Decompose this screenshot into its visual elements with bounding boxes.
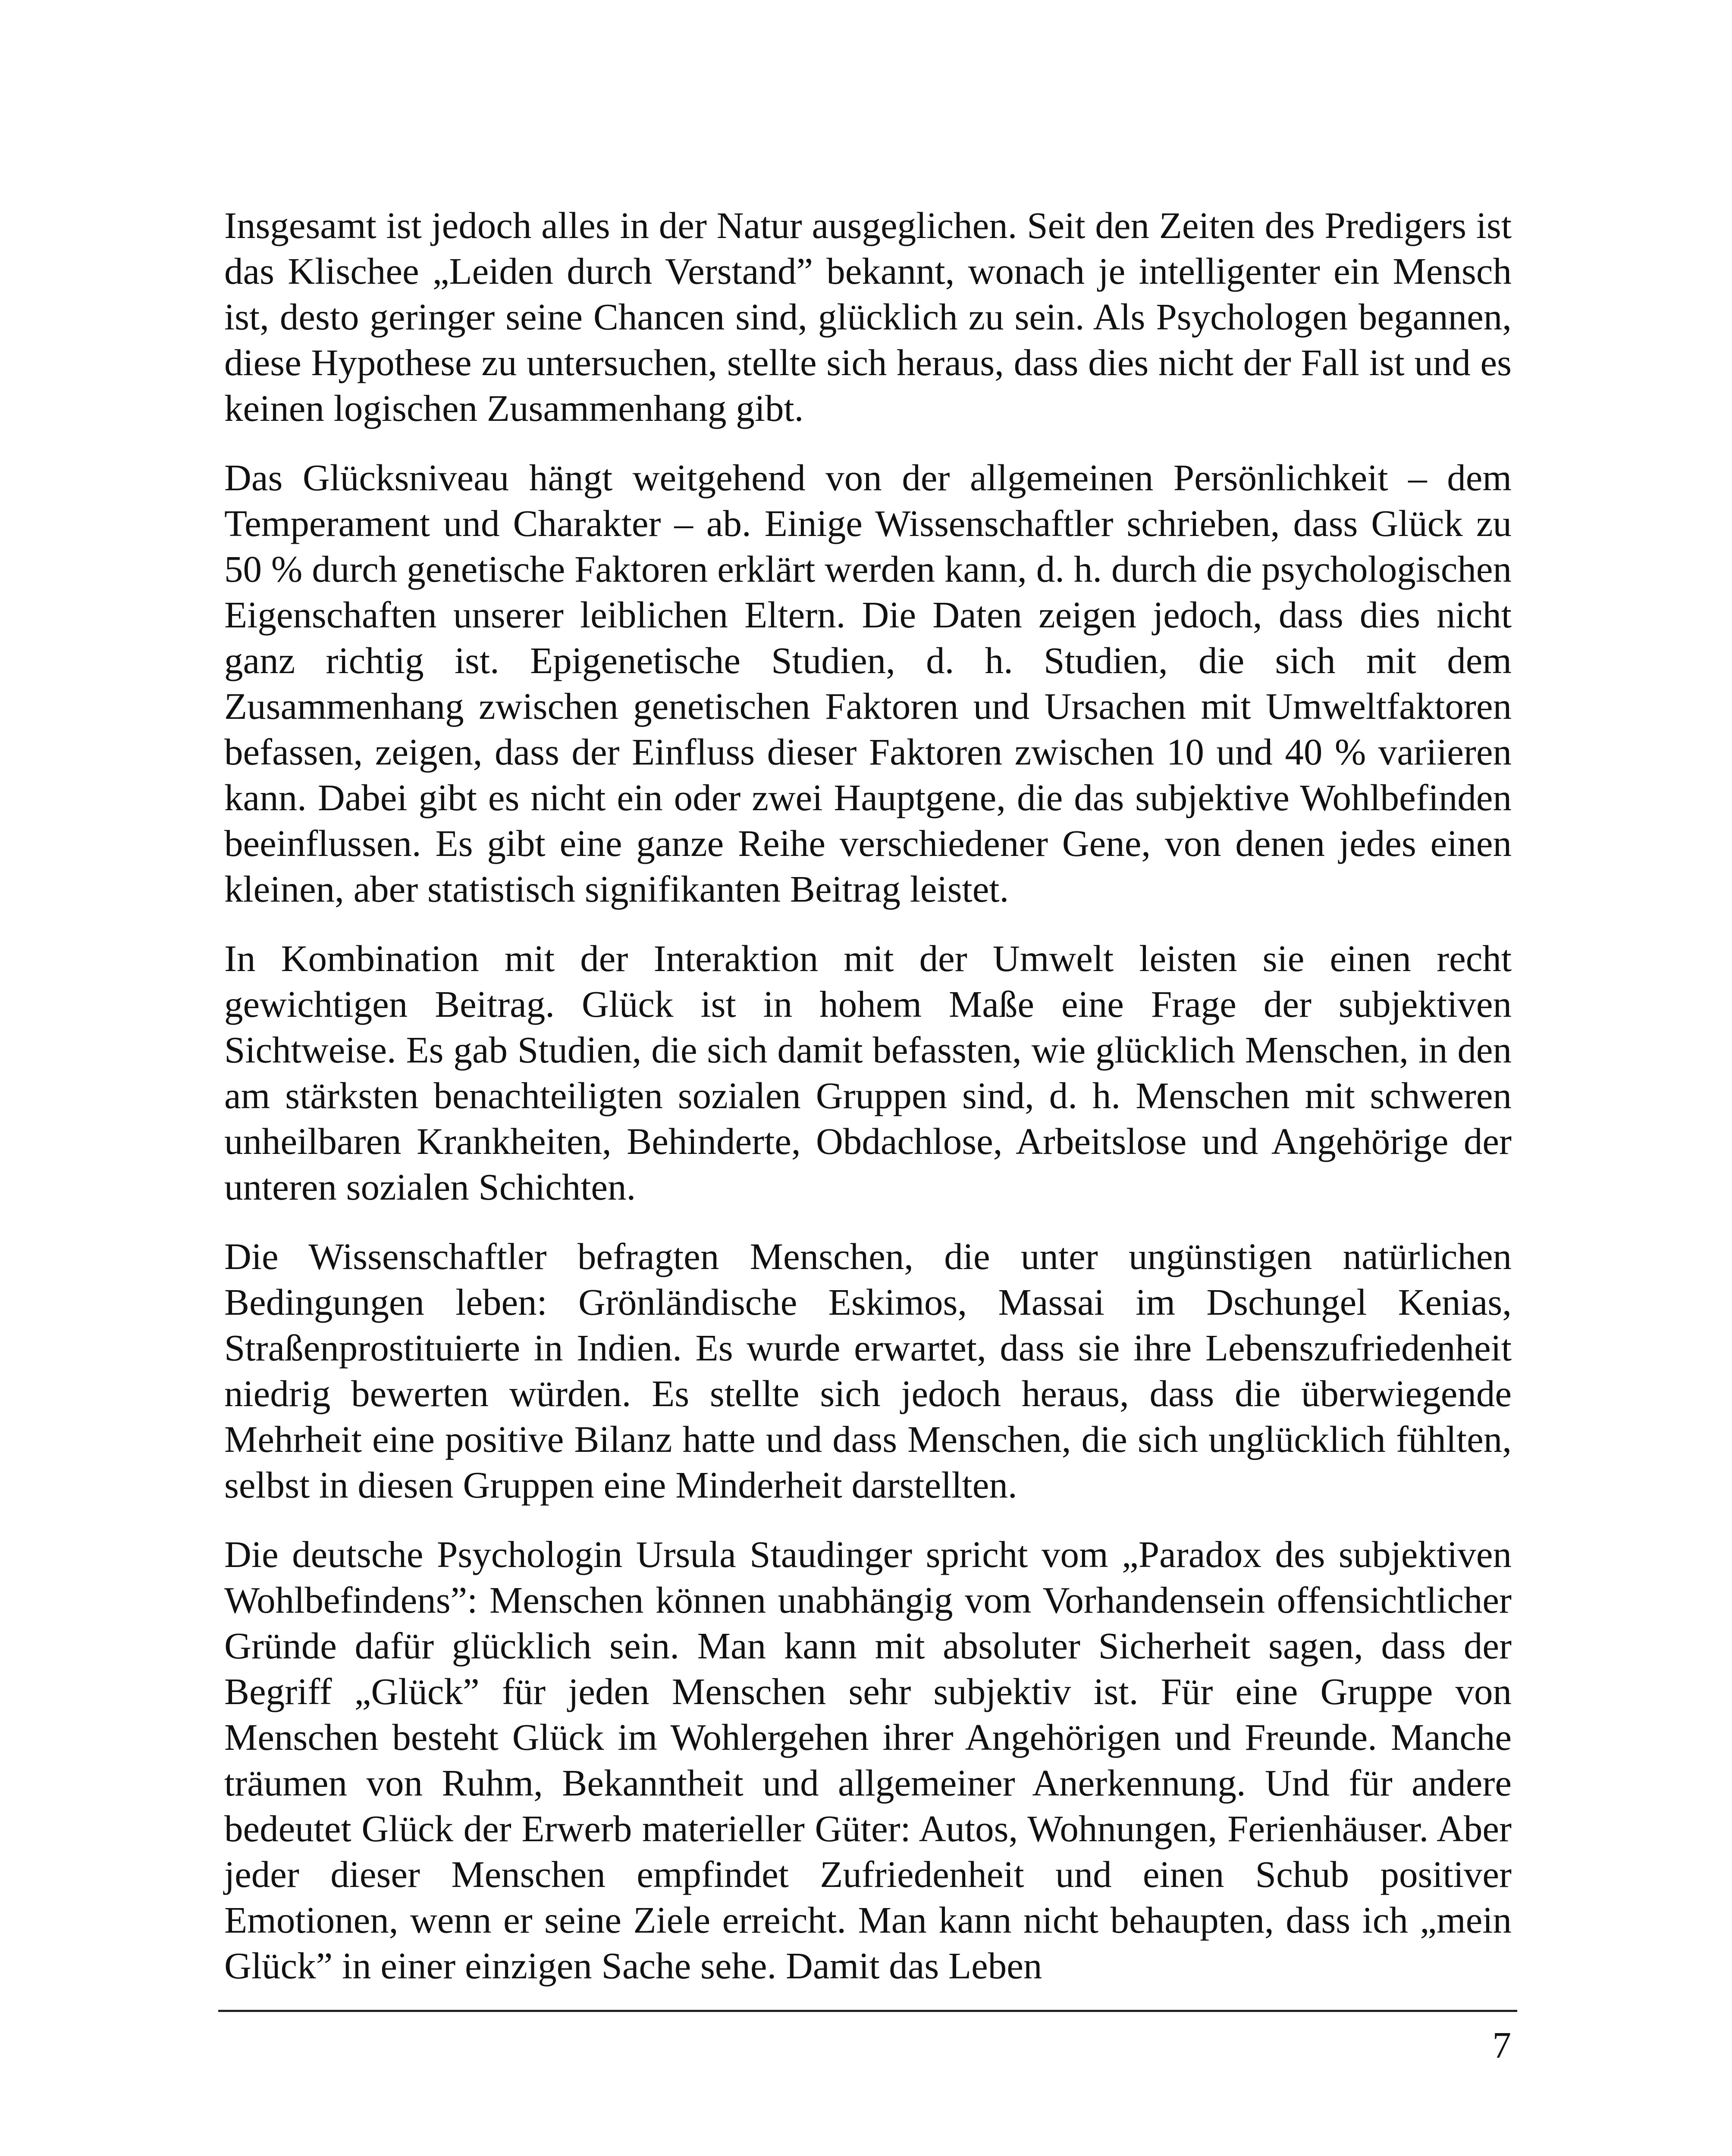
paragraph-4: Die Wissenschaftler befragten Menschen, die unter ungünstigen natürlichen Bedingungen leben: Grönländische Eskimos, Massai im Dschungel Kenias, Straßenprostituierte in Indien. Es wurde erwartet, dass sie ihre Lebenszufriedenheit niedrig bewerten würden. Es stellte sich jedoch heraus, dass die überwiegende Mehrheit eine positive Bilanz hatte und dass Menschen, die sich unglücklich fühlten, selbst in diesen Gruppen eine Minderheit darstellten. [224, 1235, 1512, 1506]
page-body [224, 203, 1512, 2012]
paragraph-2: Das Glücksniveau hängt weitgehend von der allgemeinen Persönlichkeit – dem Temperament und Charakter – ab. Einige Wissenschaftler schrieben, dass Glück zu 50 % durch genetische Faktoren erklärt werden kann, d. h. durch die psychologischen Eigenschaften unserer leiblichen Eltern. Die Daten zeigen jedoch, dass dies nicht ganz richtig ist. Epigenetische Studien, d. h. Studien, die sich mit dem Zusammenhang zwischen genetischen Faktoren und Ursachen mit Umweltfaktoren befassen, zeigen, dass der Einfluss dieser Faktoren zwischen 10 und 40 % variieren kann. Dabei gibt es nicht ein oder zwei Hauptgene, die das subjektive Wohlbefinden beeinflussen. Es gibt eine ganze Reihe verschiedener Gene, von denen jedes einen kleinen, aber statistisch signifikanten Beitrag leistet. [224, 457, 1512, 910]
footer-divider [218, 2010, 1517, 2012]
paragraph-5: Die deutsche Psychologin Ursula Staudinger spricht vom „Paradox des subjektiven Wohlbefindens”: Menschen können unabhängig vom Vorhandensein offensichtlicher Gründe dafür glücklich sein. Man kann mit absoluter Sicherheit sagen, dass der Begriff „Glück” für jeden Menschen sehr subjektiv ist. Für eine Gruppe von Menschen besteht Glück im Wohlergehen ihrer Angehörigen und Freunde. Manche träumen von Ruhm, Bekanntheit und allgemeiner Anerkennung. Und für andere bedeutet Glück der Erwerb materieller Güter: Autos, Wohnungen, Ferienhäuser. Aber jeder dieser Menschen empfindet Zufriedenheit und einen Schub positiver Emotionen, wenn er seine Ziele erreicht. Man kann nicht behaupten, dass ich „mein Glück” in einer einzigen Sache sehe. Damit das Leben [224, 1533, 1512, 1987]
page-number: 7 [1492, 2024, 1511, 2066]
paragraph-1: Insgesamt ist jedoch alles in der Natur ausgeglichen. Seit den Zeiten des Predigers ist das Klischee „Leiden durch Verstand” bekannt, wonach je intelligenter ein Mensch ist, desto geringer seine Chancen sind, glücklich zu sein. Als Psychologen begannen, diese Hypothese zu untersuchen, stellte sich heraus, dass dies nicht der Fall ist und es keinen logischen Zusammenhang gibt. [224, 204, 1512, 429]
paragraph-3: In Kombination mit der Interaktion mit der Umwelt leisten sie einen recht gewichtigen Beitrag. Glück ist in hohem Maße eine Frage der subjektiven Sichtweise. Es gab Studien, die sich damit befassten, wie glücklich Menschen, in den am stärksten benachteiligten sozialen Gruppen sind, d. h. Menschen mit schweren unheilbaren Krankheiten, Behinderte, Obdachlose, Arbeitslose und Angehörige der unteren sozialen Schichten. [224, 937, 1512, 1208]
